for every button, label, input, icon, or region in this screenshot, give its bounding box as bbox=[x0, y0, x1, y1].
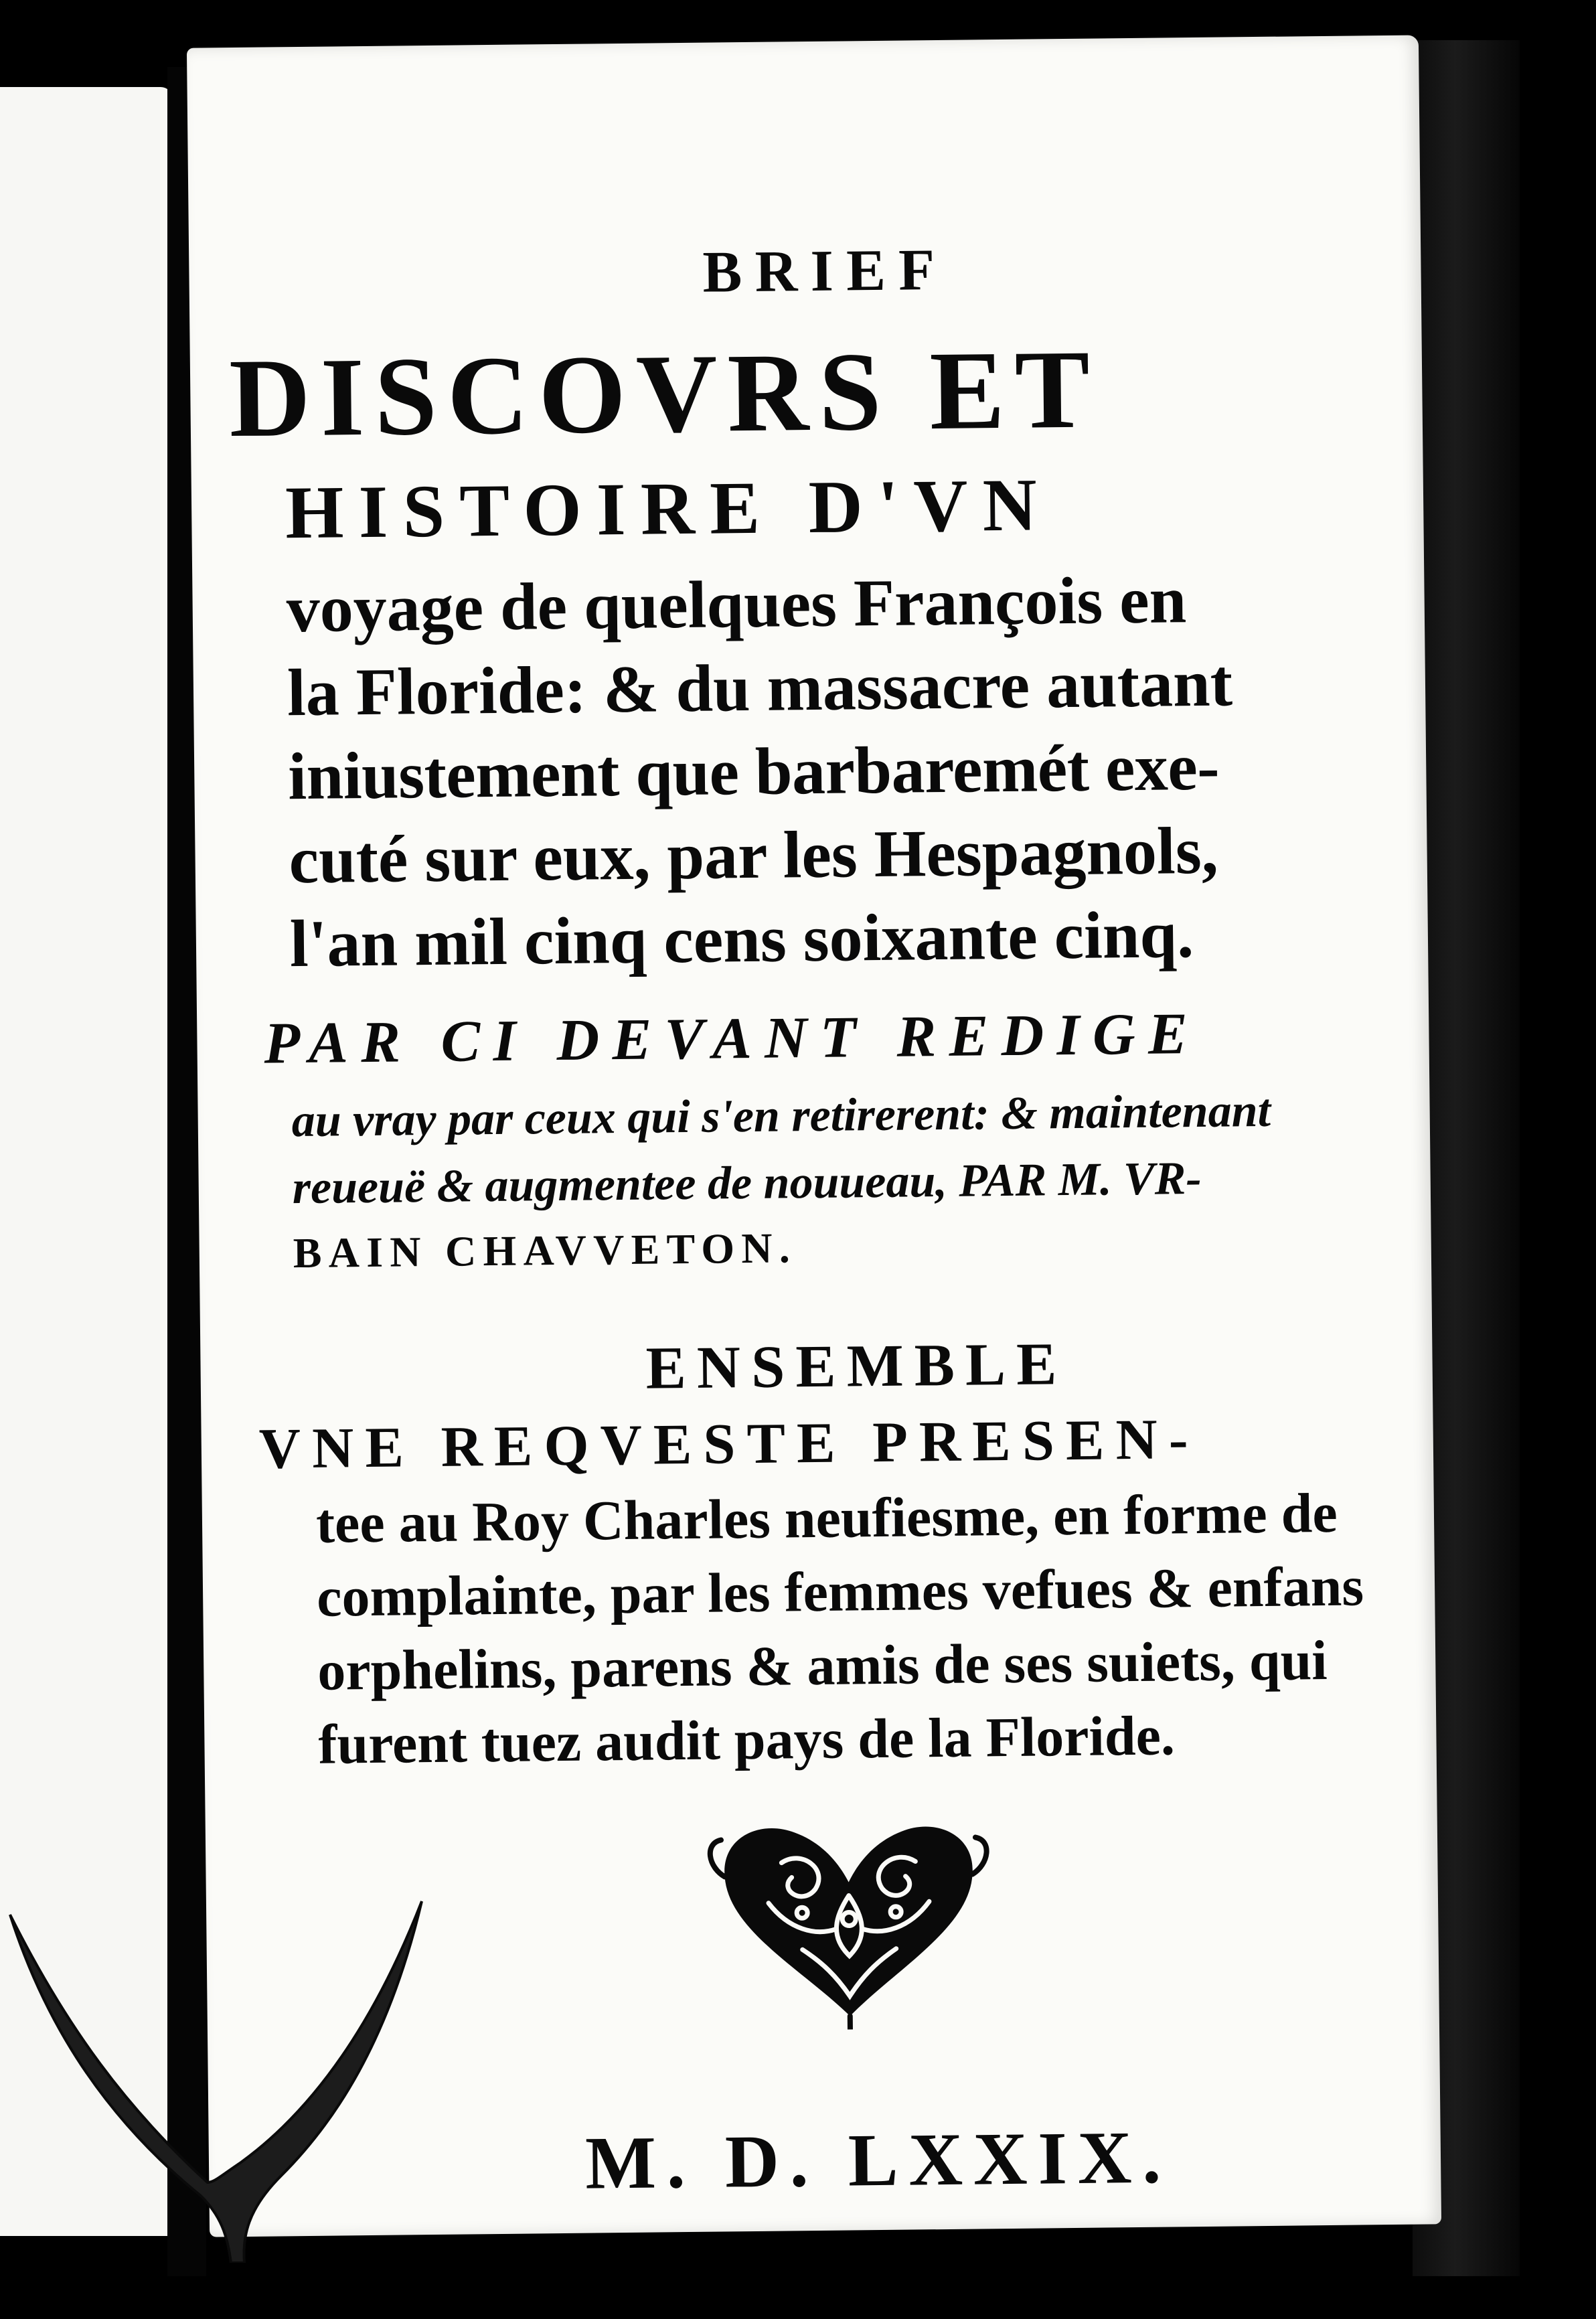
author-name-line: BAIN CHAVVETON. bbox=[293, 1224, 797, 1277]
title-body-line: cuté sur eux, par les Hespagnols, bbox=[289, 813, 1219, 898]
title-line-discours: DISCOVRS ET bbox=[228, 327, 1101, 461]
title-body-line: voyage de quelques François en bbox=[286, 562, 1187, 647]
title-line-histoire: HISTOIRE D'VN bbox=[285, 463, 1052, 555]
title-body-line: la Floride: & du massacre autant bbox=[287, 645, 1233, 730]
requeste-line: orphelins, parens & amis de ses suiets, qui bbox=[317, 1629, 1328, 1702]
author-line: au vray par ceux qui s'en retirerent: & maintenant bbox=[291, 1085, 1271, 1147]
ensemble-heading: ENSEMBLE bbox=[645, 1331, 1068, 1402]
author-heading: PAR CI DEVANT REDIGE bbox=[264, 1001, 1201, 1076]
imprint-date: M. D. LXXIX. bbox=[584, 2115, 1172, 2205]
title-line-brief: BRIEF bbox=[702, 237, 948, 305]
title-body-line: l'an mil cinq cens soixante cinq. bbox=[289, 897, 1194, 981]
heart-fleuron-icon bbox=[700, 1800, 998, 2031]
author-line: reueuë & augmentee de nouueau, PAR M. VR- bbox=[292, 1152, 1202, 1214]
requeste-heading: VNE REQVESTE PRESEN- bbox=[258, 1406, 1200, 1481]
title-body-line: iniustement que barbaremét exe- bbox=[287, 729, 1220, 814]
requeste-line: tee au Roy Charles neufiesme, en forme de bbox=[315, 1482, 1338, 1555]
bookmark-ribbon bbox=[0, 1888, 455, 2263]
requeste-line: complainte, par les femmes vefues & enfans bbox=[316, 1555, 1364, 1629]
requeste-line: furent tuez audit pays de la Floride. bbox=[317, 1704, 1176, 1776]
